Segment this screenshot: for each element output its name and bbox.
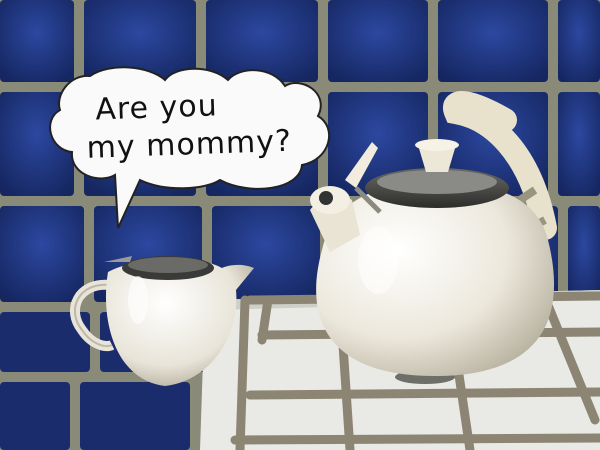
speech-line-2: my mommy? (86, 123, 293, 166)
speech-bubble-text (71, 84, 324, 169)
speech-line-1: Are you (94, 88, 219, 128)
